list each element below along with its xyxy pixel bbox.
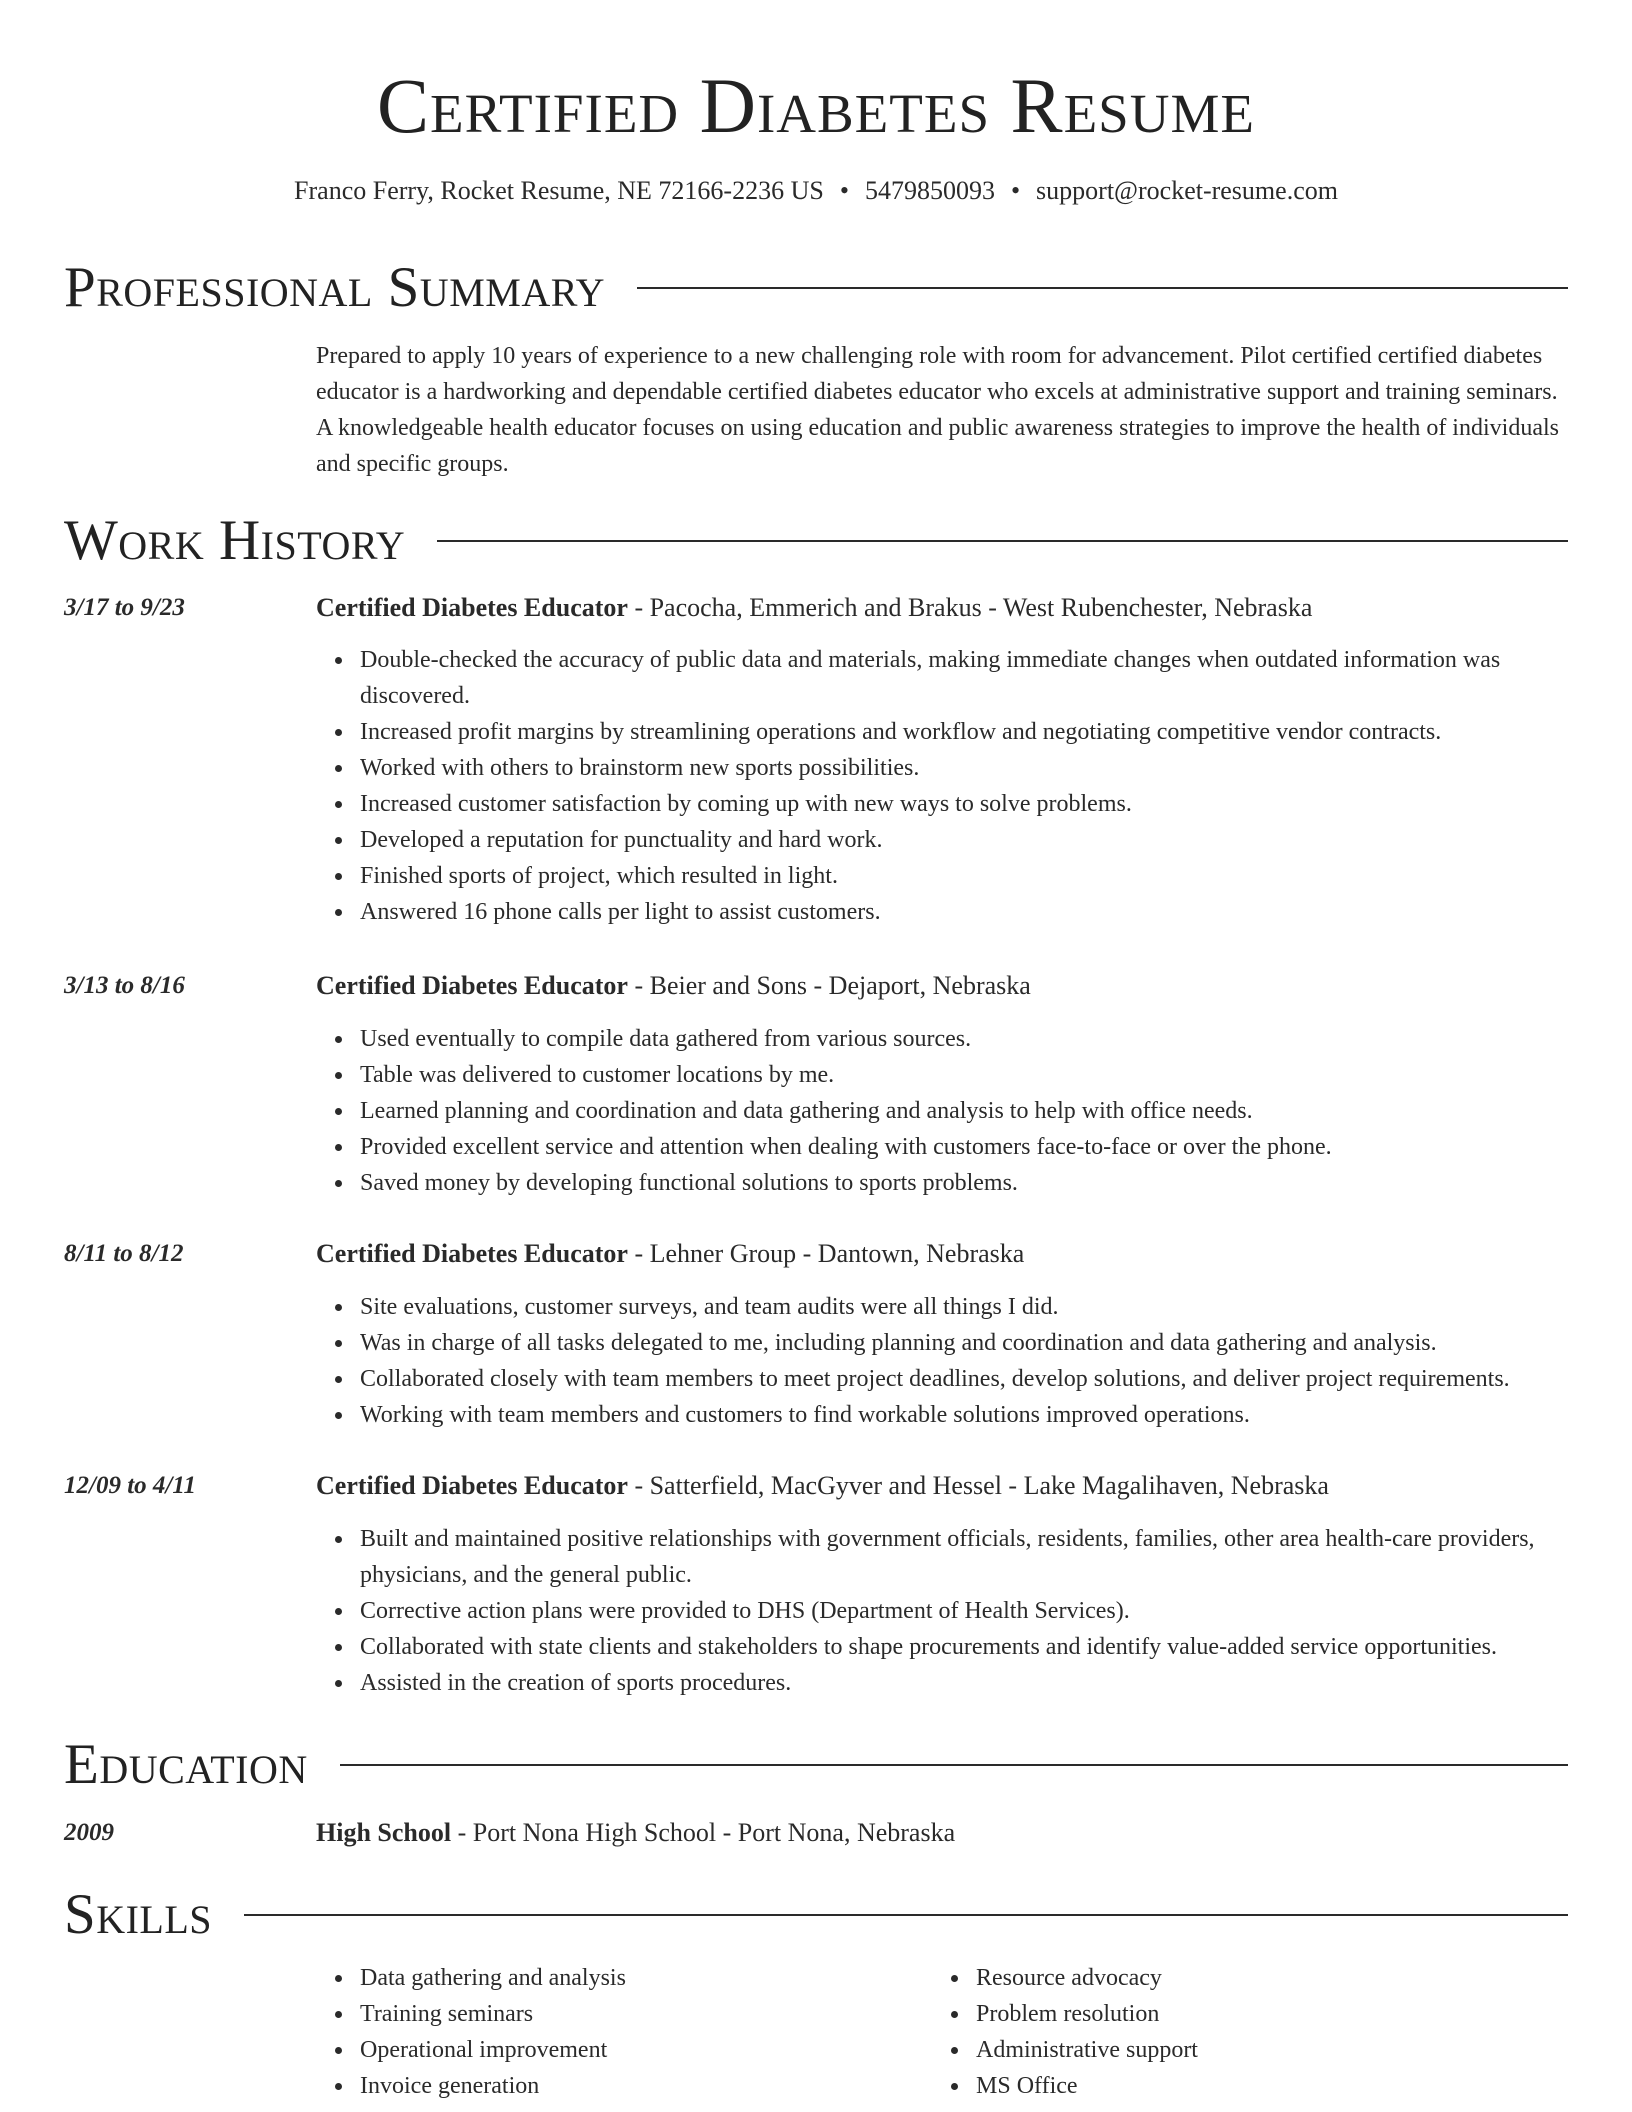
job-duties-list [316,642,1612,930]
section-title-skills: Skills [64,1883,213,1946]
list-item: Learned planning and coordination and data gathering and analysis to help with office needs. [360,1093,1612,1129]
list-item: Built and maintained positive relationships with government officials, residents, families, other area health-care providers, physicians, and the general public. [360,1521,1612,1593]
skill-item: Operational improvement [360,2032,920,2068]
list-item: Assisted in the creation of sports procedures. [360,1665,1612,1701]
list-item: Worked with others to brainstorm new sports possibilities. [360,750,1612,786]
section-divider [244,1914,1568,1916]
job-dates: 12/09 to 4/11 [64,1472,196,1499]
skills-list-left [316,1960,920,2104]
job-title: Certified Diabetes Educator [316,971,628,1000]
job-employer-location: - Satterfield, MacGyver and Hessel - Lake Magalihaven, Nebraska [627,1471,1329,1500]
job-dates: 3/17 to 9/23 [64,594,185,621]
education-school-location: - Port Nona High School - Port Nona, Nebraska [451,1818,956,1847]
education-entry [316,1815,1568,1851]
section-divider [340,1764,1568,1766]
list-item: Answered 16 phone calls per light to assist customers. [360,894,1612,930]
skill-item: Training seminars [360,1996,920,2032]
job-title: Certified Diabetes Educator [316,1471,628,1500]
job-employer-location: - Pacocha, Emmerich and Brakus - West Rubenchester, Nebraska [627,593,1313,622]
list-item: Was in charge of all tasks delegated to me, including planning and coordination and data gathering and analysis. [360,1325,1612,1361]
skill-item: Data gathering and analysis [360,1960,920,1996]
job-dates: 8/11 to 8/12 [64,1240,184,1267]
job-title: Certified Diabetes Educator [316,1239,628,1268]
list-item: Provided excellent service and attention when dealing with customers face-to-face or over the phone. [360,1129,1612,1165]
list-item: Collaborated with state clients and stakeholders to shape procurements and identify value-added service opportunities. [360,1629,1612,1665]
contact-email: support@rocket-resume.com [1036,176,1338,205]
section-divider [437,540,1568,542]
section-header-summary [64,253,1568,323]
skills-list-right [932,1960,1536,2104]
contact-separator: • [839,176,849,205]
contact-phone: 5479850093 [864,176,995,205]
list-item: Used eventually to compile data gathered from various sources. [360,1021,1612,1057]
section-title-education: Education [64,1733,308,1796]
list-item: Table was delivered to customer locations by me. [360,1057,1612,1093]
section-divider [637,287,1568,289]
skill-item: Problem resolution [976,1996,1536,2032]
section-header-work-history [64,506,1568,576]
job-dates: 3/13 to 8/16 [64,972,185,999]
section-title-summary: Professional Summary [64,256,606,319]
job-title: Certified Diabetes Educator [316,593,628,622]
summary-text: Prepared to apply 10 years of experience to a new challenging role with room for advancement. Pilot certified certified diabetes educator is a hardworking and dependable certified diabetes educator who excels at administrative support and training seminars. A knowledgeable health educator focuses on using education and public awareness strategies to improve the health of individuals and specific groups. [316,343,1559,477]
job-heading [316,590,1568,626]
list-item: Site evaluations, customer surveys, and team audits were all things I did. [360,1289,1612,1325]
job-heading [316,968,1568,1004]
job-duties-list [316,1521,1612,1701]
job-duties-list [316,1021,1612,1201]
skill-item: Invoice generation [360,2068,920,2104]
contact-line [0,172,1632,210]
list-item: Finished sports of project, which resulted in light. [360,858,1612,894]
education-degree: High School [316,1818,452,1847]
section-title-work-history: Work History [64,509,406,572]
section-header-skills [64,1880,1568,1950]
skill-item: MS Office [976,2068,1536,2104]
job-employer-location: - Lehner Group - Dantown, Nebraska [627,1239,1025,1268]
list-item: Saved money by developing functional solutions to sports problems. [360,1165,1612,1201]
list-item: Double-checked the accuracy of public data and materials, making immediate changes when outdated information was discovered. [360,642,1612,714]
list-item: Collaborated closely with team members to meet project deadlines, develop solutions, and deliver project requirements. [360,1361,1612,1397]
list-item: Working with team members and customers to find workable solutions improved operations. [360,1397,1612,1433]
contact-separator: • [1010,176,1021,205]
job-heading [316,1468,1568,1504]
job-heading [316,1236,1568,1272]
list-item: Increased customer satisfaction by coming up with new ways to solve problems. [360,786,1612,822]
job-employer-location: - Beier and Sons - Dejaport, Nebraska [627,971,1031,1000]
list-item: Increased profit margins by streamlining operations and workflow and negotiating competitive vendor contracts. [360,714,1612,750]
contact-address: Franco Ferry, Rocket Resume, NE 72166-2236 US [294,176,824,205]
list-item: Corrective action plans were provided to DHS (Department of Health Services). [360,1593,1612,1629]
education-year: 2009 [64,1819,114,1846]
resume-title: Certified Diabetes Resume [377,62,1255,149]
section-header-education [64,1730,1568,1800]
skill-item: Resource advocacy [976,1960,1536,1996]
list-item: Developed a reputation for punctuality and hard work. [360,822,1612,858]
skill-item: Administrative support [976,2032,1536,2068]
job-duties-list [316,1289,1612,1433]
